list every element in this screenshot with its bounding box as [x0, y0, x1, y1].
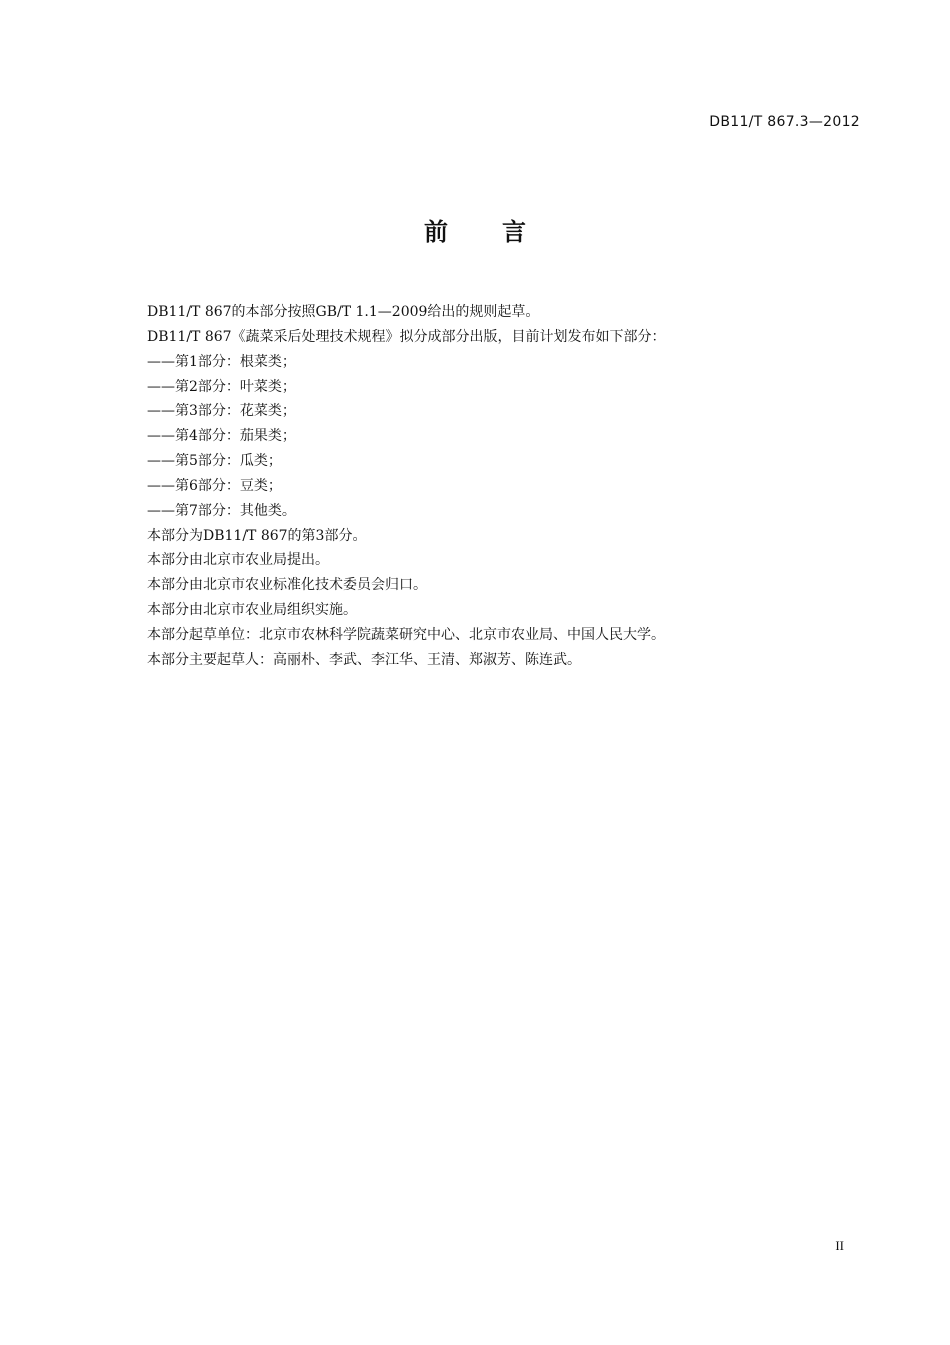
list-item-part-2: ——第2部分：叶菜类；: [147, 378, 296, 395]
list-item-part-7: ——第7部分：其他类。: [147, 502, 296, 519]
paragraph-this-part: 本部分为DB11/T 867的第3部分。: [147, 527, 367, 544]
foreword-body: [147, 300, 867, 673]
page-title: [0, 212, 950, 247]
list-item-part-4: ——第4部分：茄果类；: [147, 428, 296, 445]
list-item-part-6: ——第6部分：豆类；: [147, 477, 282, 494]
paragraph-proposed-by: 本部分由北京市农业局提出。: [147, 552, 329, 569]
list-item-part-5: ——第5部分：瓜类；: [147, 453, 282, 470]
paragraph-implemented-by: 本部分由北京市农业局组织实施。: [147, 602, 357, 619]
document-code: DB11/T 867.3—2012: [709, 114, 860, 130]
paragraph-drafting-rules: DB11/T 867的本部分按照GB/T 1.1—2009给出的规则起草。: [147, 304, 540, 320]
list-item-part-3: ——第3部分：花菜类；: [147, 403, 296, 420]
list-item-part-1: ——第1部分：根菜类；: [147, 353, 296, 370]
paragraph-centralized-by: 本部分由北京市农业标准化技术委员会归口。: [147, 577, 427, 594]
paragraph-drafters: 本部分主要起草人：高丽朴、李武、李江华、王清、郑淑芳、陈连武。: [147, 651, 581, 668]
title-char-1: 前: [424, 218, 448, 246]
title-char-2: 言: [502, 218, 526, 246]
paragraph-drafting-units: 本部分起草单位：北京市农林科学院蔬菜研究中心、北京市农业局、中国人民大学。: [147, 626, 665, 643]
paragraph-parts-intro: DB11/T 867《蔬菜采后处理技术规程》拟分成部分出版，目前计划发布如下部分：: [147, 328, 666, 345]
page-number: II: [835, 1238, 844, 1253]
